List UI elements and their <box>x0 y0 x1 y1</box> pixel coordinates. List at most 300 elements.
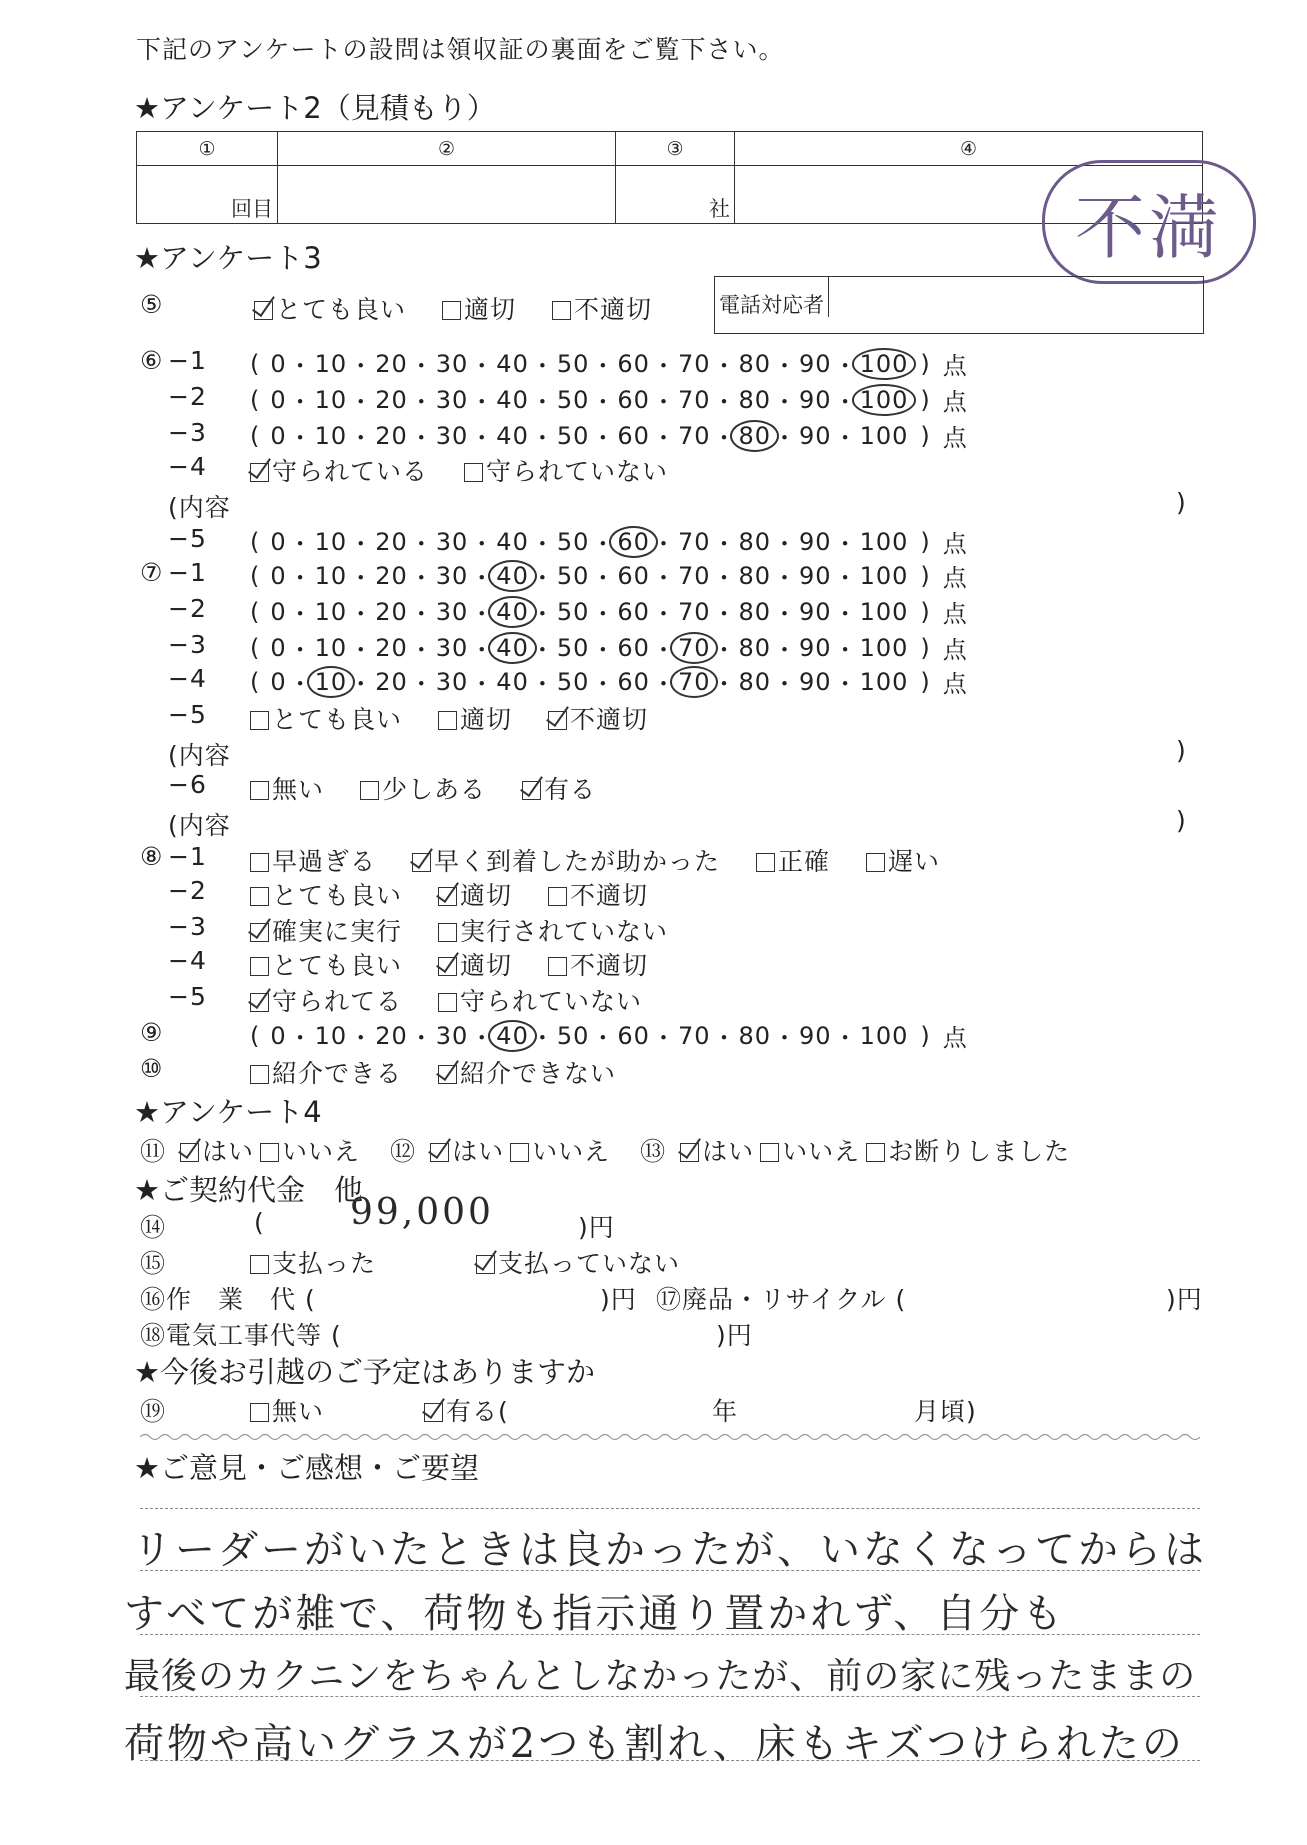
score-option[interactable]: 20 <box>375 385 408 414</box>
option-label: 守られている <box>272 457 429 486</box>
checkbox-icon[interactable] <box>250 1403 269 1422</box>
q19-number: ⑲ <box>140 1397 167 1426</box>
checkbox-icon[interactable] <box>552 301 571 320</box>
checkbox-icon[interactable] <box>250 1065 269 1084</box>
q14-open-paren: ( <box>254 1208 265 1237</box>
score-option[interactable]: 60 <box>617 667 650 696</box>
separator-dot: ・ <box>590 530 616 558</box>
scale-close-paren: ) <box>920 385 931 414</box>
sec3-q5-option-2[interactable] <box>552 295 652 324</box>
score-option[interactable]: 40 <box>496 597 529 626</box>
unit-kai: 回目 <box>231 197 273 221</box>
q6-3-answers <box>250 418 968 453</box>
move-q19-option-1[interactable] <box>424 1397 509 1426</box>
scale-open-paren: ( <box>250 421 261 450</box>
q14-number: ⑭ <box>140 1213 167 1242</box>
sec3-q7_6-option-0[interactable] <box>250 775 324 804</box>
sec3-q7_5-option-0[interactable] <box>250 705 402 734</box>
score-option[interactable]: 70 <box>677 421 711 450</box>
q6-5-label: −5 <box>168 524 207 553</box>
score-option[interactable]: 10 <box>314 667 348 696</box>
score-option[interactable]: 100 <box>859 385 909 414</box>
score-option[interactable]: 70 <box>677 597 711 626</box>
col-3-header: ③ <box>616 132 735 166</box>
estimate-count-cell[interactable] <box>137 166 278 224</box>
score-option[interactable]: 20 <box>375 633 408 662</box>
option-label: 守られてる <box>272 987 403 1016</box>
score-option[interactable]: 60 <box>617 349 650 378</box>
separator-dot: ・ <box>348 600 374 628</box>
sec4-q13-option-1[interactable] <box>760 1137 860 1166</box>
q17-yen: )円 <box>1166 1285 1203 1314</box>
score-option[interactable]: 50 <box>556 385 590 414</box>
score-option[interactable]: 80 <box>738 421 772 450</box>
separator-dot: ・ <box>590 600 616 628</box>
separator-dot: ・ <box>833 564 859 592</box>
score-option[interactable]: 0 <box>270 633 287 662</box>
q7-4-answers <box>250 664 968 699</box>
sec3-q6_4-option-0[interactable] <box>250 457 428 486</box>
option-label: 支払っていない <box>498 1249 681 1278</box>
score-option[interactable]: 20 <box>375 1021 408 1050</box>
score-option[interactable]: 80 <box>738 597 772 626</box>
scale-open-paren: ( <box>250 527 261 556</box>
separator-dot: ・ <box>711 1024 737 1052</box>
score-option[interactable]: 40 <box>496 421 529 450</box>
q8-4-label: −4 <box>168 946 207 975</box>
score-option[interactable]: 40 <box>496 1021 529 1050</box>
opinion-line-3[interactable]: 最後のカクニンをちゃんとしなかったが、前の家に残ったままの <box>124 1656 1197 1697</box>
score-option[interactable]: 100 <box>859 527 909 556</box>
option-label: 不適切 <box>570 881 649 910</box>
contract-q15-option-1[interactable] <box>476 1249 680 1278</box>
unit-label: 点 <box>942 564 968 592</box>
unit-label: 点 <box>942 1024 968 1052</box>
checkbox-icon[interactable] <box>412 853 431 872</box>
score-option[interactable]: 40 <box>496 349 529 378</box>
score-option[interactable]: 90 <box>799 527 832 556</box>
sec3-q8_2-option-0[interactable] <box>250 881 402 910</box>
sec3-q5-option-1[interactable] <box>442 295 516 324</box>
score-option[interactable]: 50 <box>556 633 590 662</box>
move-q19-option-0[interactable] <box>250 1397 324 1426</box>
score-option[interactable]: 10 <box>314 633 348 662</box>
score-option[interactable]: 30 <box>435 633 469 662</box>
q6-4-label: −4 <box>168 452 207 481</box>
option-label: 不適切 <box>574 295 653 324</box>
q6-2-label: −2 <box>168 382 207 411</box>
checkbox-icon[interactable] <box>250 853 269 872</box>
checkbox-icon[interactable] <box>250 711 269 730</box>
separator-dot: ・ <box>409 670 435 698</box>
col-1-header: ① <box>137 132 278 166</box>
q17-label: ⑰廃品・リサイクル ( <box>656 1285 907 1314</box>
q5-options <box>254 290 688 326</box>
option-label: 正確 <box>778 847 831 876</box>
separator-dot: ・ <box>288 388 314 416</box>
score-option[interactable]: 30 <box>435 597 469 626</box>
section2-title: ★アンケート2（見積もり） <box>134 91 496 125</box>
score-option[interactable]: 70 <box>677 1021 711 1050</box>
q8-1-answers <box>250 842 976 878</box>
scale-close-paren: ) <box>920 633 931 662</box>
estimate-blank-cell[interactable] <box>278 166 616 224</box>
score-option[interactable]: 70 <box>677 385 711 414</box>
sec3-q8_5-option-1[interactable] <box>438 987 642 1016</box>
score-option[interactable]: 80 <box>738 561 772 590</box>
scale-close-paren: ) <box>920 561 931 590</box>
opinion-line-2[interactable]: すべてが雑で、荷物も指示通り置かれず、自分も <box>124 1591 1066 1637</box>
dissatisfied-stamp: 不満 <box>1042 160 1256 284</box>
q15-number: ⑮ <box>140 1249 167 1278</box>
option-label: 有る( <box>446 1397 509 1426</box>
separator-dot: ・ <box>288 600 314 628</box>
unit-label: 点 <box>942 530 968 558</box>
score-option[interactable]: 60 <box>617 421 650 450</box>
section3-title: ★アンケート3 <box>134 241 322 275</box>
score-option[interactable]: 100 <box>859 1021 909 1050</box>
score-option[interactable]: 80 <box>738 349 772 378</box>
q7-5-content-label: (内容 <box>168 741 231 770</box>
checkbox-icon[interactable] <box>424 1403 443 1422</box>
score-option[interactable]: 60 <box>617 385 650 414</box>
separator-dot: ・ <box>651 564 677 592</box>
q9-number: ⑨ <box>140 1018 164 1047</box>
checkbox-icon[interactable] <box>476 1255 495 1274</box>
score-option[interactable]: 100 <box>859 633 909 662</box>
checkbox-icon[interactable] <box>680 1143 699 1162</box>
checkbox-icon[interactable] <box>250 887 269 906</box>
sec4-q11-option-1[interactable] <box>260 1137 360 1166</box>
separator-dot: ・ <box>288 352 314 380</box>
checkbox-icon[interactable] <box>438 923 457 942</box>
score-option[interactable]: 30 <box>435 667 469 696</box>
score-option[interactable]: 100 <box>859 667 909 696</box>
opinion-rule-1 <box>140 1508 1200 1509</box>
sec3-q8_2-option-1[interactable] <box>438 881 512 910</box>
contract-q15-option-0[interactable] <box>250 1249 376 1278</box>
score-option[interactable]: 20 <box>375 527 408 556</box>
score-option[interactable]: 80 <box>738 385 772 414</box>
score-option[interactable]: 0 <box>270 385 287 414</box>
separator-dot: ・ <box>288 564 314 592</box>
score-option[interactable]: 100 <box>859 421 909 450</box>
score-option[interactable]: 0 <box>270 667 287 696</box>
separator-dot: ・ <box>833 1024 859 1052</box>
separator-dot: ・ <box>409 1024 435 1052</box>
q8-1-label: −1 <box>168 842 207 871</box>
score-option[interactable]: 50 <box>556 349 590 378</box>
checkbox-icon[interactable] <box>360 781 379 800</box>
score-option[interactable]: 50 <box>556 667 590 696</box>
sec3-q8_4-option-0[interactable] <box>250 951 402 980</box>
unit-label: 点 <box>942 600 968 628</box>
separator-dot: ・ <box>530 600 556 628</box>
q7-1-answers <box>250 558 968 593</box>
score-option[interactable]: 40 <box>496 633 529 662</box>
sec3-q8_5-option-0[interactable] <box>250 987 402 1016</box>
checkbox-icon[interactable] <box>548 957 567 976</box>
score-option[interactable]: 70 <box>677 633 711 662</box>
score-option[interactable]: 50 <box>556 527 590 556</box>
sec3-q7_5-option-2[interactable] <box>548 705 648 734</box>
score-option[interactable]: 10 <box>314 349 348 378</box>
sec3-q8_3-option-0[interactable] <box>250 917 402 946</box>
separator-dot: ・ <box>288 1024 314 1052</box>
score-option[interactable]: 70 <box>677 349 711 378</box>
checkbox-icon[interactable] <box>250 993 269 1012</box>
separator-dot: ・ <box>409 352 435 380</box>
score-option[interactable]: 20 <box>375 561 408 590</box>
score-option[interactable]: 90 <box>799 633 832 662</box>
score-option[interactable]: 10 <box>314 1021 348 1050</box>
score-option[interactable]: 90 <box>799 561 832 590</box>
separator-dot: ・ <box>469 600 495 628</box>
scale-open-paren: ( <box>250 633 261 662</box>
score-option[interactable]: 0 <box>270 421 287 450</box>
q11-options <box>180 1137 390 1166</box>
score-option[interactable]: 80 <box>738 667 772 696</box>
score-option[interactable]: 50 <box>556 561 590 590</box>
separator-dot: ・ <box>409 564 435 592</box>
sec3-q10-option-0[interactable] <box>250 1059 402 1088</box>
separator-dot: ・ <box>530 636 556 664</box>
q8-4-answers <box>250 946 684 982</box>
separator-dot: ・ <box>469 424 495 452</box>
checkbox-icon[interactable] <box>254 301 273 320</box>
checkbox-icon[interactable] <box>756 853 775 872</box>
score-option[interactable]: 60 <box>617 633 650 662</box>
score-option[interactable]: 60 <box>617 561 650 590</box>
q6-4-content-label: (内容 <box>168 493 231 522</box>
score-option[interactable]: 40 <box>496 561 529 590</box>
score-option[interactable]: 10 <box>314 527 348 556</box>
checkbox-icon[interactable] <box>442 301 461 320</box>
option-label: 不適切 <box>570 705 649 734</box>
separator-dot: ・ <box>530 424 556 452</box>
option-label: はい <box>702 1137 755 1166</box>
checkbox-icon[interactable] <box>866 1143 885 1162</box>
separator-dot: ・ <box>530 388 556 416</box>
score-option[interactable]: 0 <box>270 349 287 378</box>
checkbox-icon[interactable] <box>548 711 567 730</box>
score-option[interactable]: 50 <box>556 597 590 626</box>
sec4-q11-option-0[interactable] <box>180 1137 254 1166</box>
checkbox-icon[interactable] <box>760 1143 779 1162</box>
score-option[interactable]: 50 <box>556 421 590 450</box>
separator-dot: ・ <box>833 388 859 416</box>
separator-dot: ・ <box>772 352 798 380</box>
checkbox-icon[interactable] <box>180 1143 199 1162</box>
score-option[interactable]: 30 <box>435 385 469 414</box>
score-option[interactable]: 100 <box>859 597 909 626</box>
score-option[interactable]: 0 <box>270 1021 287 1050</box>
score-option[interactable]: 30 <box>435 349 469 378</box>
sec3-q8_4-option-2[interactable] <box>548 951 648 980</box>
separator-dot: ・ <box>530 530 556 558</box>
score-option[interactable]: 30 <box>435 561 469 590</box>
score-option[interactable]: 20 <box>375 349 408 378</box>
q7-5-label: −5 <box>168 700 207 729</box>
checkbox-icon[interactable] <box>250 1255 269 1274</box>
checkbox-icon[interactable] <box>438 1065 457 1084</box>
checkbox-icon[interactable] <box>260 1143 279 1162</box>
sec3-q7_6-option-1[interactable] <box>360 775 486 804</box>
separator-dot: ・ <box>651 424 677 452</box>
checkbox-icon[interactable] <box>438 957 457 976</box>
score-option[interactable]: 40 <box>496 385 529 414</box>
phone-staff-box[interactable] <box>714 276 1204 334</box>
month-label: 月頃) <box>914 1397 977 1426</box>
score-option[interactable]: 70 <box>677 561 711 590</box>
separator-dot: ・ <box>288 530 314 558</box>
checkbox-icon[interactable] <box>250 781 269 800</box>
q6-1-number: ⑥ <box>140 346 164 375</box>
q6-4-answers <box>250 452 704 488</box>
score-option[interactable]: 100 <box>859 349 909 378</box>
separator-dot: ・ <box>409 388 435 416</box>
sec3-q7_5-option-1[interactable] <box>438 705 512 734</box>
separator-dot: ・ <box>348 564 374 592</box>
sec3-q8_1-option-1[interactable] <box>412 847 720 876</box>
score-option[interactable]: 90 <box>799 1021 832 1050</box>
separator-dot: ・ <box>651 670 677 698</box>
q15-options <box>250 1249 780 1278</box>
score-option[interactable]: 50 <box>556 1021 590 1050</box>
score-option[interactable]: 60 <box>617 1021 650 1050</box>
sec3-q8_1-option-2[interactable] <box>756 847 830 876</box>
sec3-q10-option-1[interactable] <box>438 1059 616 1088</box>
contract-amount[interactable]: 99,000 <box>350 1192 494 1233</box>
sec4-q12-option-1[interactable] <box>510 1137 610 1166</box>
checkbox-icon[interactable] <box>250 923 269 942</box>
score-option[interactable]: 90 <box>799 349 832 378</box>
score-option[interactable]: 100 <box>859 561 909 590</box>
sec3-q8_4-option-1[interactable] <box>438 951 512 980</box>
separator-dot: ・ <box>590 670 616 698</box>
score-option[interactable]: 30 <box>435 1021 469 1050</box>
option-label: 遅い <box>888 847 941 876</box>
option-label: お断りしました <box>888 1137 1071 1166</box>
score-option[interactable]: 90 <box>799 667 832 696</box>
scale-open-paren: ( <box>250 385 261 414</box>
checkbox-icon[interactable] <box>250 957 269 976</box>
sec4-q12-option-0[interactable] <box>430 1137 504 1166</box>
separator-dot: ・ <box>590 388 616 416</box>
checkbox-icon[interactable] <box>430 1143 449 1162</box>
opinion-line-4[interactable]: 荷物や高いグラスが2つも割れ、床もキズつけられたの <box>124 1721 1185 1767</box>
separator-dot: ・ <box>469 388 495 416</box>
score-option[interactable]: 70 <box>677 527 711 556</box>
score-option[interactable]: 80 <box>738 527 772 556</box>
separator-dot: ・ <box>651 352 677 380</box>
score-option[interactable]: 80 <box>738 1021 772 1050</box>
section4-row <box>140 1132 1100 1168</box>
sec3-q8_2-option-2[interactable] <box>548 881 648 910</box>
score-option[interactable]: 90 <box>799 421 832 450</box>
q6-3-label: −3 <box>168 418 207 447</box>
option-label: 早過ぎる <box>272 847 377 876</box>
sec3-q8_3-option-1[interactable] <box>438 917 668 946</box>
score-option[interactable]: 60 <box>617 597 650 626</box>
score-option[interactable]: 20 <box>375 667 408 696</box>
separator-dot: ・ <box>348 530 374 558</box>
q8-3-label: −3 <box>168 912 207 941</box>
score-option[interactable]: 10 <box>314 561 348 590</box>
sec3-q8_1-option-3[interactable] <box>866 847 940 876</box>
sec4-q13-option-0[interactable] <box>680 1137 754 1166</box>
q15-row <box>140 1244 780 1280</box>
q7-6-answers <box>250 770 632 806</box>
q14-yen: )円 <box>578 1213 615 1242</box>
scale-open-paren: ( <box>250 597 261 626</box>
checkbox-icon[interactable] <box>250 463 269 482</box>
scale-close-paren: ) <box>920 527 931 556</box>
score-option[interactable]: 10 <box>314 597 348 626</box>
q6-5-answers <box>250 524 968 559</box>
q7-3-answers <box>250 630 968 665</box>
score-option[interactable]: 80 <box>738 633 772 662</box>
score-option[interactable]: 70 <box>677 667 711 696</box>
sec3-q6_4-option-1[interactable] <box>464 457 668 486</box>
option-label: いいえ <box>532 1137 611 1166</box>
separator-dot: ・ <box>590 564 616 592</box>
separator-dot: ・ <box>772 424 798 452</box>
option-label: 適切 <box>460 881 513 910</box>
q7-6-label: −6 <box>168 770 207 799</box>
checkbox-icon[interactable] <box>438 711 457 730</box>
sec3-q5-option-0[interactable] <box>254 295 406 324</box>
score-option[interactable]: 20 <box>375 421 408 450</box>
checkbox-icon[interactable] <box>866 853 885 872</box>
company-count-cell[interactable] <box>616 166 735 224</box>
checkbox-icon[interactable] <box>464 463 483 482</box>
checkbox-icon[interactable] <box>510 1143 529 1162</box>
sec3-q8_1-option-0[interactable] <box>250 847 376 876</box>
score-option[interactable]: 30 <box>435 421 469 450</box>
score-option[interactable]: 40 <box>496 527 529 556</box>
sec3-q7_6-option-2[interactable] <box>522 775 596 804</box>
checkbox-icon[interactable] <box>438 887 457 906</box>
score-option[interactable]: 0 <box>270 561 287 590</box>
score-option[interactable]: 20 <box>375 597 408 626</box>
checkbox-icon[interactable] <box>438 993 457 1012</box>
score-option[interactable]: 90 <box>799 597 832 626</box>
score-option[interactable]: 30 <box>435 527 469 556</box>
q8-5-answers <box>250 982 678 1018</box>
score-option[interactable]: 40 <box>496 667 529 696</box>
score-option[interactable]: 0 <box>270 527 287 556</box>
checkbox-icon[interactable] <box>548 887 567 906</box>
separator-dot: ・ <box>772 564 798 592</box>
score-option[interactable]: 60 <box>617 527 650 556</box>
option-label: はい <box>202 1137 255 1166</box>
q7-5-answers <box>250 700 684 736</box>
separator-dot: ・ <box>469 352 495 380</box>
option-label: 実行されていない <box>460 917 669 946</box>
opinion-line-1[interactable]: リーダーがいたときは良かったが、いなくなってからは <box>132 1527 1207 1573</box>
checkbox-icon[interactable] <box>522 781 541 800</box>
score-option[interactable]: 10 <box>314 385 348 414</box>
separator-dot: ・ <box>711 424 737 452</box>
separator-dot: ・ <box>469 636 495 664</box>
score-option[interactable]: 10 <box>314 421 348 450</box>
separator-dot: ・ <box>409 636 435 664</box>
separator-dot: ・ <box>711 530 737 558</box>
score-option[interactable]: 0 <box>270 597 287 626</box>
score-option[interactable]: 90 <box>799 385 832 414</box>
sec4-q13-option-2[interactable] <box>866 1137 1070 1166</box>
